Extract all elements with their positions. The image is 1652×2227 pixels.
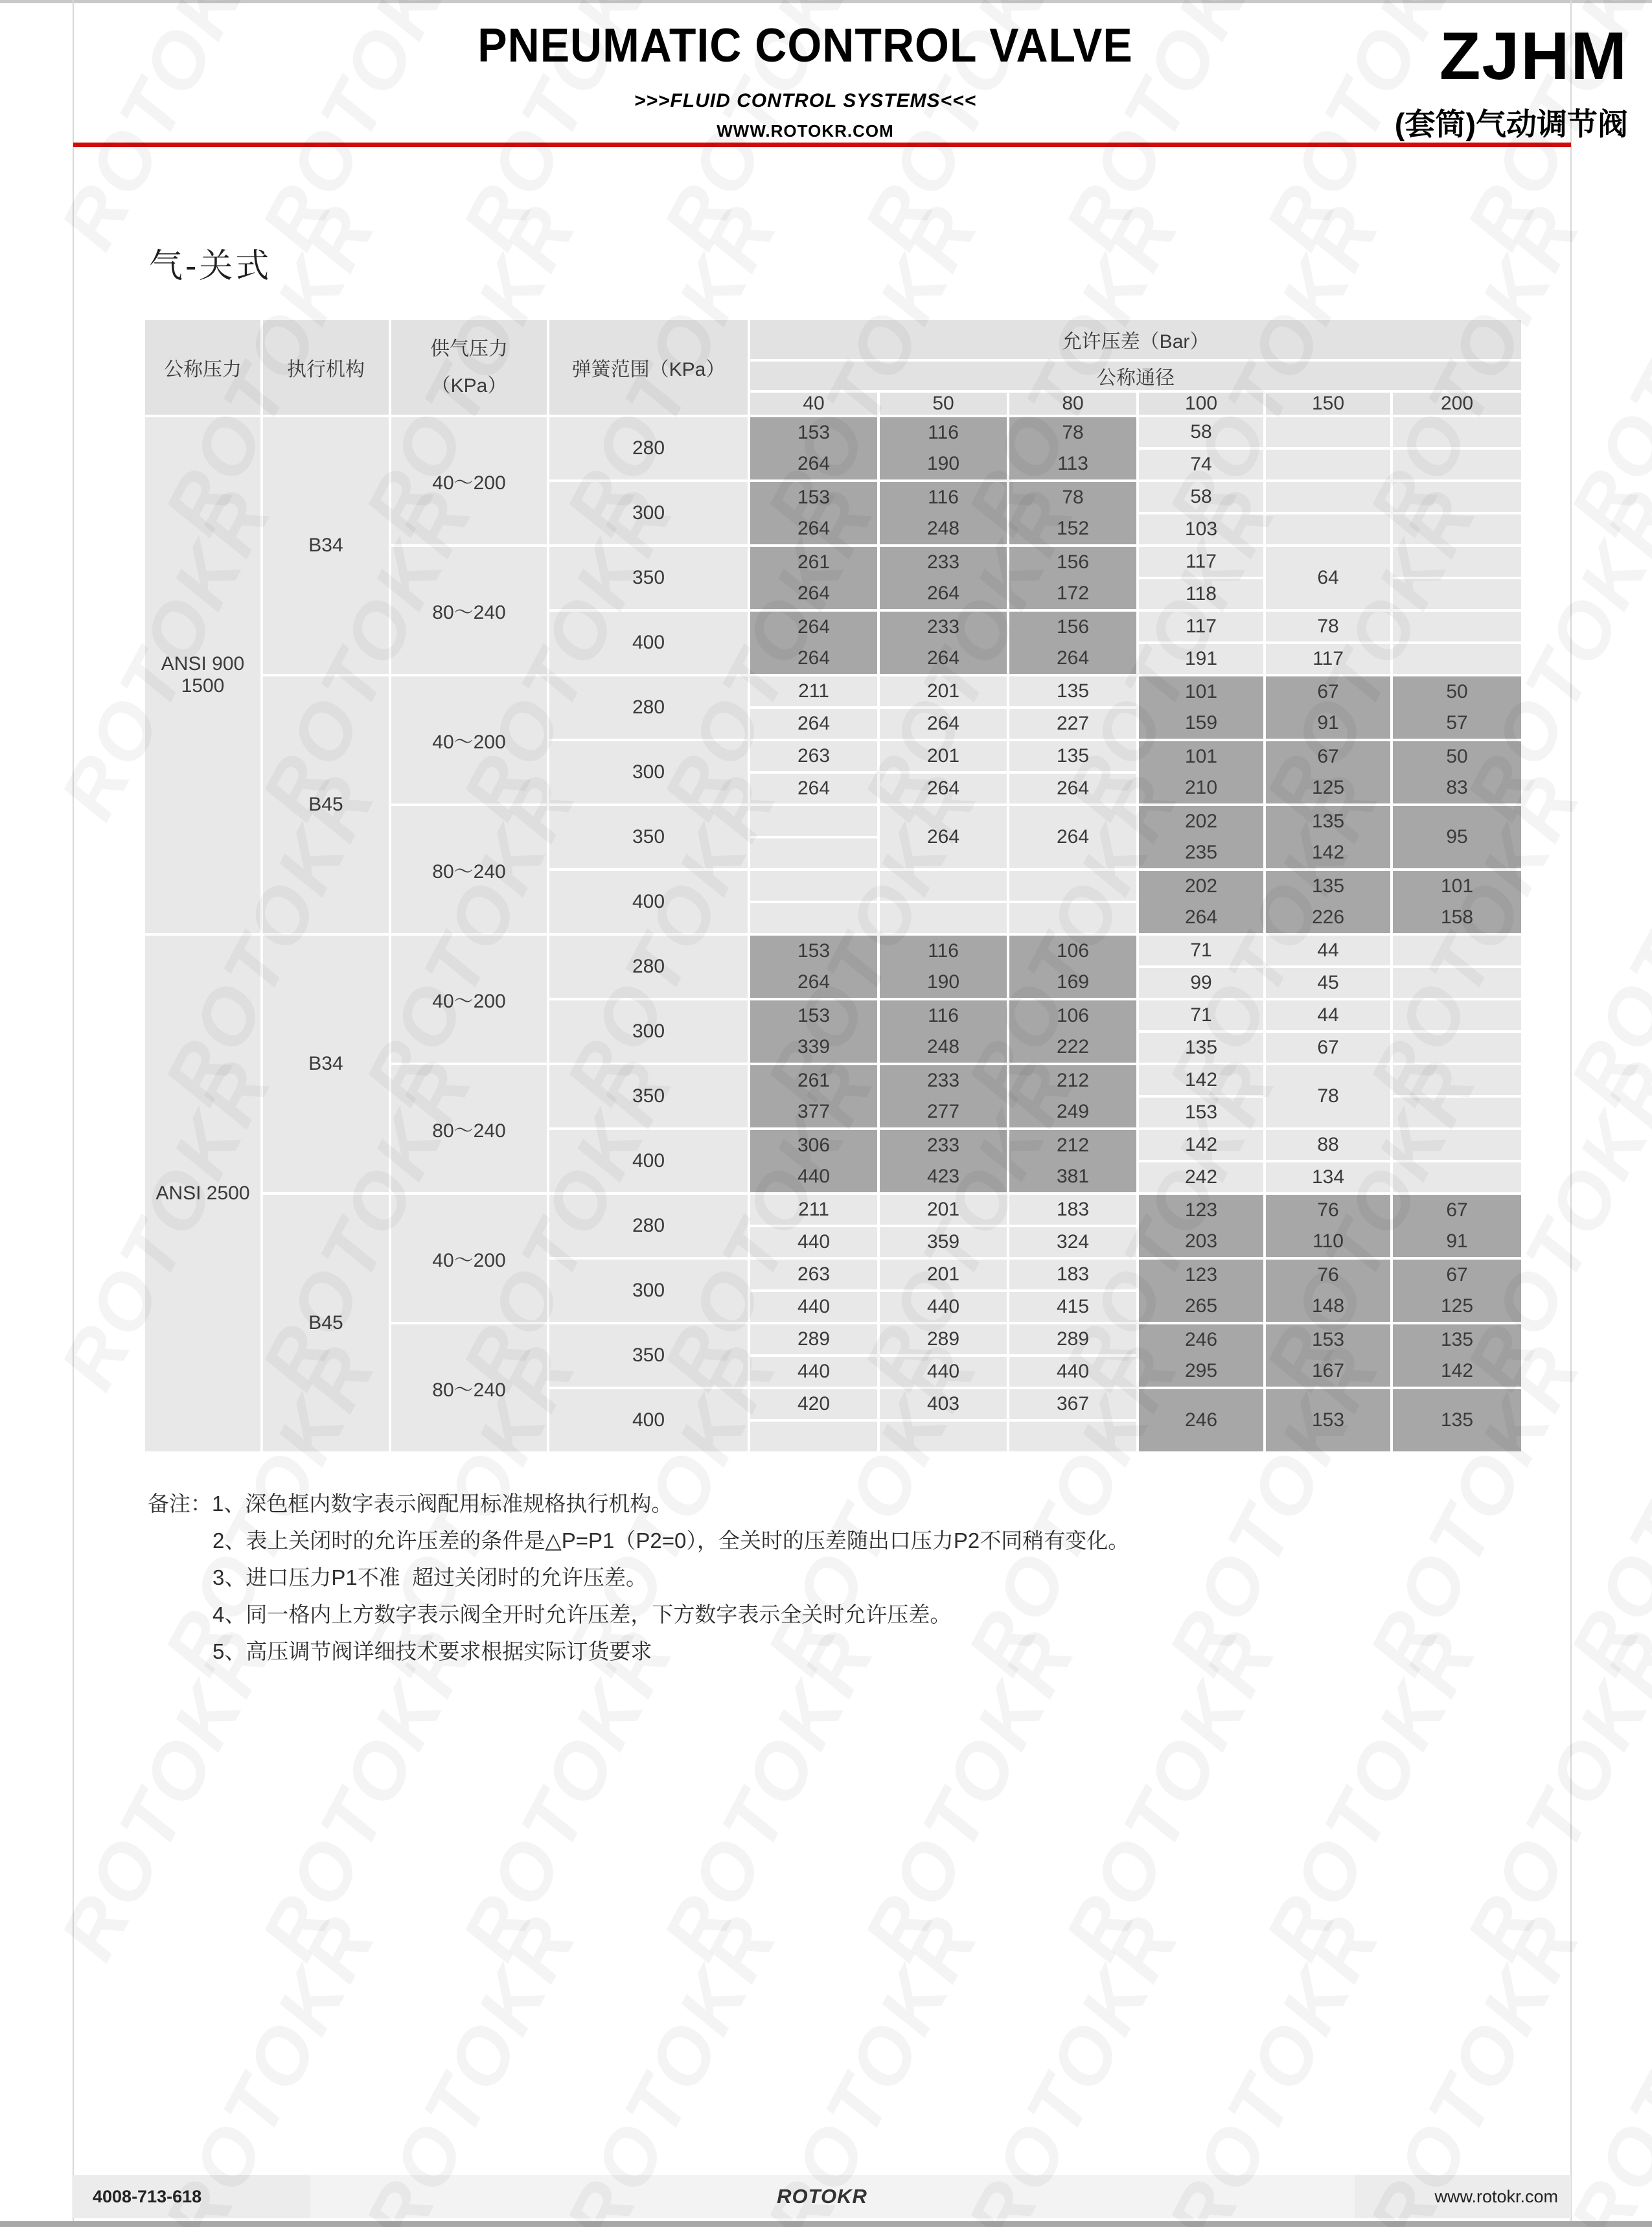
footer-phone: 4008-713-618	[93, 2187, 202, 2206]
dp-value-cell: 264	[1009, 774, 1136, 803]
supply-pressure-cell: 280	[549, 936, 748, 998]
dp-value-cell	[1393, 579, 1521, 609]
dp-value-cell: 106 169	[1009, 936, 1136, 998]
col-header-supply-pressure: 供气压力 （KPa）	[391, 320, 547, 415]
dp-value-cell: 142	[1139, 1130, 1263, 1160]
dp-value-cell: 289	[1009, 1324, 1136, 1354]
dp-value-cell: 153 264	[750, 482, 877, 544]
dp-value-cell: 324	[1009, 1227, 1136, 1257]
subtitle: >>>FLUID CONTROL SYSTEMS<<<	[634, 90, 977, 111]
dp-value-cell	[750, 1422, 877, 1451]
spring-range-cell: 80～240	[391, 1065, 547, 1192]
dp-value-cell	[1393, 1000, 1521, 1030]
dp-value-cell: 212 249	[1009, 1065, 1136, 1127]
dp-value-cell: 403	[880, 1389, 1007, 1419]
dp-value-cell	[1393, 612, 1521, 641]
dp-value-cell: 78 152	[1009, 482, 1136, 544]
dp-value-cell: 101 210	[1139, 741, 1263, 803]
dp-value-cell: 263	[750, 1260, 877, 1289]
dp-value-cell: 99	[1139, 968, 1263, 998]
header-divider-rule	[73, 143, 1571, 147]
dp-value-cell: 289	[880, 1324, 1007, 1354]
model-block	[1304, 19, 1628, 144]
pressure-class-cell: ANSI 900 1500	[145, 417, 260, 933]
dp-value-cell: 118	[1139, 579, 1263, 609]
dp-value-cell	[750, 903, 877, 933]
dp-value-cell: 440	[880, 1292, 1007, 1322]
spring-range-cell: 80～240	[391, 547, 547, 674]
spec-table	[143, 317, 1524, 1454]
footer-brand: ROTOKR	[777, 2185, 867, 2208]
dp-value-cell: 440	[750, 1227, 877, 1257]
supply-pressure-cell: 300	[549, 741, 748, 803]
col-header-diameter: 100	[1139, 393, 1263, 415]
supply-pressure-cell: 350	[549, 1324, 748, 1387]
actuator-cell: B45	[263, 1195, 389, 1451]
col-header-diameter: 150	[1266, 393, 1390, 415]
dp-value-cell: 44	[1266, 1000, 1390, 1030]
dp-value-cell: 359	[880, 1227, 1007, 1257]
dp-value-cell: 135	[1139, 1033, 1263, 1063]
dp-value-cell: 264	[1009, 806, 1136, 868]
dp-value-cell: 264	[880, 806, 1007, 868]
dp-value-cell: 233 264	[880, 612, 1007, 674]
supply-pressure-cell: 350	[549, 1065, 748, 1127]
dp-value-cell: 264	[880, 709, 1007, 739]
supply-pressure-cell: 350	[549, 547, 748, 609]
spring-range-cell: 40～200	[391, 676, 547, 803]
dp-value-cell	[1393, 514, 1521, 544]
dp-value-cell: 44	[1266, 936, 1390, 965]
dp-value-cell: 440	[1009, 1357, 1136, 1387]
dp-value-cell: 201	[880, 676, 1007, 706]
page-right-border	[1570, 0, 1572, 2227]
col-header-nominal-pressure: 公称压力	[145, 320, 260, 415]
col-header-spring-range: 弹簧范围（KPa）	[549, 320, 748, 415]
col-header-allowable-dp: 允许压差（Bar）	[750, 320, 1521, 359]
dp-value-cell: 134	[1266, 1162, 1390, 1192]
dp-value-cell: 71	[1139, 1000, 1263, 1030]
dp-value-cell: 153	[1139, 1098, 1263, 1127]
dp-value-cell: 101 158	[1393, 871, 1521, 933]
dp-value-cell	[750, 871, 877, 901]
dp-value-cell: 183	[1009, 1260, 1136, 1289]
dp-value-cell	[1266, 514, 1390, 544]
dp-value-cell: 123 265	[1139, 1260, 1263, 1322]
spring-range-cell: 40～200	[391, 417, 547, 544]
dp-value-cell	[1393, 482, 1521, 512]
watermark-text	[1552, 759, 1652, 1118]
dp-value-cell: 233 277	[880, 1065, 1007, 1127]
page-left-border	[73, 0, 74, 2227]
dp-value-cell: 64	[1266, 547, 1390, 609]
dp-value-cell	[1266, 482, 1390, 512]
dp-value-cell: 306 440	[750, 1130, 877, 1192]
supply-pressure-cell: 300	[549, 1260, 748, 1322]
dp-value-cell: 367	[1009, 1389, 1136, 1419]
dp-value-cell: 264	[750, 774, 877, 803]
dp-value-cell: 415	[1009, 1292, 1136, 1322]
note-line: 4、同一格内上方数字表示阀全开时允许压差，下方数字表示全关时允许压差。	[212, 1602, 952, 1626]
dp-value-cell: 440	[750, 1292, 877, 1322]
dp-value-cell: 211	[750, 1195, 877, 1225]
dp-value-cell	[1393, 450, 1521, 479]
dp-value-cell: 123 203	[1139, 1195, 1263, 1257]
dp-value-cell	[1393, 1098, 1521, 1127]
dp-value-cell	[1393, 1065, 1521, 1095]
dp-value-cell	[1393, 1130, 1521, 1160]
supply-pressure-cell: 350	[549, 806, 748, 868]
dp-value-cell: 440	[750, 1357, 877, 1387]
footer	[73, 2175, 1571, 2218]
dp-value-cell: 74	[1139, 450, 1263, 479]
watermark-text	[1552, 189, 1652, 548]
supply-pressure-cell: 280	[549, 417, 748, 479]
dp-value-cell	[1393, 644, 1521, 674]
supply-pressure-cell: 300	[549, 482, 748, 544]
dp-value-cell: 233 423	[880, 1130, 1007, 1192]
dp-value-cell: 142	[1139, 1065, 1263, 1095]
spring-range-cell: 40～200	[391, 936, 547, 1063]
dp-value-cell: 117	[1266, 644, 1390, 674]
dp-value-cell: 101 159	[1139, 676, 1263, 739]
dp-value-cell: 116 190	[880, 417, 1007, 479]
actuator-cell: B34	[263, 417, 389, 674]
dp-value-cell	[880, 871, 1007, 901]
document-header	[73, 3, 1628, 143]
spring-range-cell: 80～240	[391, 1324, 547, 1451]
dp-value-cell: 202 235	[1139, 806, 1263, 868]
dp-value-cell: 212 381	[1009, 1130, 1136, 1192]
dp-value-cell: 201	[880, 1260, 1007, 1289]
dp-value-cell: 246 295	[1139, 1324, 1263, 1387]
header-website: WWW.ROTOKR.COM	[717, 121, 894, 141]
section-title: 气-关式	[149, 248, 272, 285]
dp-value-cell	[1393, 968, 1521, 998]
dp-value-cell	[750, 806, 877, 836]
dp-value-cell	[1393, 547, 1521, 577]
dp-value-cell: 153 264	[750, 936, 877, 998]
dp-value-cell: 135 142	[1393, 1324, 1521, 1387]
dp-value-cell: 264	[880, 774, 1007, 803]
col-header-nominal-diameter: 公称通径	[750, 362, 1521, 390]
dp-value-cell: 261 264	[750, 547, 877, 609]
footer-website: www.rotokr.com	[1434, 2187, 1558, 2206]
col-header-actuator: 执行机构	[263, 320, 389, 415]
dp-value-cell: 191	[1139, 644, 1263, 674]
dp-value-cell	[880, 1422, 1007, 1451]
dp-value-cell: 103	[1139, 514, 1263, 544]
dp-value-cell: 153 167	[1266, 1324, 1390, 1387]
dp-value-cell: 135	[1009, 676, 1136, 706]
notes-block	[148, 1485, 1521, 1670]
dp-value-cell: 201	[880, 741, 1007, 771]
dp-value-cell	[880, 903, 1007, 933]
dp-value-cell: 58	[1139, 417, 1263, 447]
dp-value-cell: 67 91	[1393, 1195, 1521, 1257]
dp-value-cell: 117	[1139, 547, 1263, 577]
actuator-cell: B34	[263, 936, 389, 1192]
supply-pressure-cell: 280	[549, 1195, 748, 1257]
dp-value-cell: 117	[1139, 612, 1263, 641]
dp-value-cell: 211	[750, 676, 877, 706]
dp-value-cell: 116 248	[880, 482, 1007, 544]
dp-value-cell	[1393, 417, 1521, 447]
page-bottom-strip	[0, 2221, 1652, 2227]
dp-value-cell: 67 91	[1266, 676, 1390, 739]
dp-value-cell: 116 248	[880, 1000, 1007, 1063]
dp-value-cell: 153	[1266, 1389, 1390, 1451]
dp-value-cell: 246	[1139, 1389, 1263, 1451]
dp-value-cell: 135 142	[1266, 806, 1390, 868]
dp-value-cell: 183	[1009, 1195, 1136, 1225]
dp-value-cell: 263	[750, 741, 877, 771]
supply-pressure-cell: 400	[549, 871, 748, 933]
dp-value-cell: 440	[880, 1357, 1007, 1387]
dp-value-cell	[1393, 1033, 1521, 1063]
dp-value-cell: 78 113	[1009, 417, 1136, 479]
dp-value-cell: 78	[1266, 612, 1390, 641]
dp-value-cell: 242	[1139, 1162, 1263, 1192]
dp-value-cell: 50 57	[1393, 676, 1521, 739]
note-line: 2、表上关闭时的允许压差的条件是△P=P1（P2=0），全关时的压差随出口压力P2不同稍有变化。	[212, 1529, 1130, 1552]
main-title: PNEUMATIC CONTROL VALVE	[477, 18, 1133, 73]
dp-value-cell: 202 264	[1139, 871, 1263, 933]
dp-value-cell: 153 339	[750, 1000, 877, 1063]
dp-value-cell	[1393, 1162, 1521, 1192]
dp-value-cell: 233 264	[880, 547, 1007, 609]
supply-pressure-cell: 400	[549, 1130, 748, 1192]
dp-value-cell	[750, 838, 877, 868]
dp-value-cell: 135 226	[1266, 871, 1390, 933]
supply-pressure-cell: 400	[549, 1389, 748, 1451]
dp-value-cell: 95	[1393, 806, 1521, 868]
title-block	[345, 20, 1265, 141]
note-item: 1、深色框内数字表示阀配用标准规格执行机构。	[212, 1492, 673, 1516]
actuator-cell: B45	[263, 676, 389, 933]
notes-label: 备注：	[148, 1492, 212, 1516]
dp-value-cell: 45	[1266, 968, 1390, 998]
dp-value-cell: 264	[750, 709, 877, 739]
model-name: ZJHM	[1439, 19, 1628, 94]
pressure-class-cell: ANSI 2500	[145, 936, 260, 1451]
dp-value-cell: 135	[1009, 741, 1136, 771]
dp-value-cell: 264 264	[750, 612, 877, 674]
note-line	[148, 1485, 1521, 1522]
dp-value-cell: 153 264	[750, 417, 877, 479]
dp-value-cell: 50 83	[1393, 741, 1521, 803]
col-header-diameter: 50	[880, 393, 1007, 415]
supply-pressure-cell: 300	[549, 1000, 748, 1063]
col-header-diameter: 40	[750, 393, 877, 415]
dp-value-cell: 58	[1139, 482, 1263, 512]
dp-value-cell	[1009, 903, 1136, 933]
dp-value-cell: 106 222	[1009, 1000, 1136, 1063]
note-line: 3、进口压力P1不准 超过关闭时的允许压差。	[212, 1565, 648, 1589]
col-header-diameter: 80	[1009, 393, 1136, 415]
dp-value-cell: 201	[880, 1195, 1007, 1225]
dp-value-cell: 156 264	[1009, 612, 1136, 674]
dp-value-cell: 261 377	[750, 1065, 877, 1127]
dp-value-cell: 88	[1266, 1130, 1390, 1160]
dp-value-cell	[1009, 871, 1136, 901]
dp-value-cell: 76 148	[1266, 1260, 1390, 1322]
dp-value-cell: 116 190	[880, 936, 1007, 998]
model-description: (套筒)气动调节阀	[1394, 107, 1628, 141]
dp-value-cell: 67	[1266, 1033, 1390, 1063]
dp-value-cell: 71	[1139, 936, 1263, 965]
dp-value-cell	[1266, 450, 1390, 479]
dp-value-cell	[1009, 1422, 1136, 1451]
spring-range-cell: 80～240	[391, 806, 547, 933]
watermark-text	[1552, 1330, 1652, 1689]
dp-value-cell: 78	[1266, 1065, 1390, 1127]
dp-value-cell: 135	[1393, 1389, 1521, 1451]
dp-value-cell	[1266, 417, 1390, 447]
dp-value-cell: 156 172	[1009, 547, 1136, 609]
spring-range-cell: 40～200	[391, 1195, 547, 1322]
dp-value-cell: 227	[1009, 709, 1136, 739]
dp-value-cell: 420	[750, 1389, 877, 1419]
dp-value-cell: 76 110	[1266, 1195, 1390, 1257]
note-line: 5、高压调节阀详细技术要求根据实际订货要求	[212, 1639, 652, 1663]
dp-value-cell: 289	[750, 1324, 877, 1354]
dp-value-cell: 67 125	[1393, 1260, 1521, 1322]
spec-table-wrap	[143, 317, 1524, 1454]
supply-pressure-cell: 400	[549, 612, 748, 674]
dp-value-cell: 67 125	[1266, 741, 1390, 803]
col-header-diameter: 200	[1393, 393, 1521, 415]
supply-pressure-cell: 280	[549, 676, 748, 739]
dp-value-cell	[1393, 936, 1521, 965]
